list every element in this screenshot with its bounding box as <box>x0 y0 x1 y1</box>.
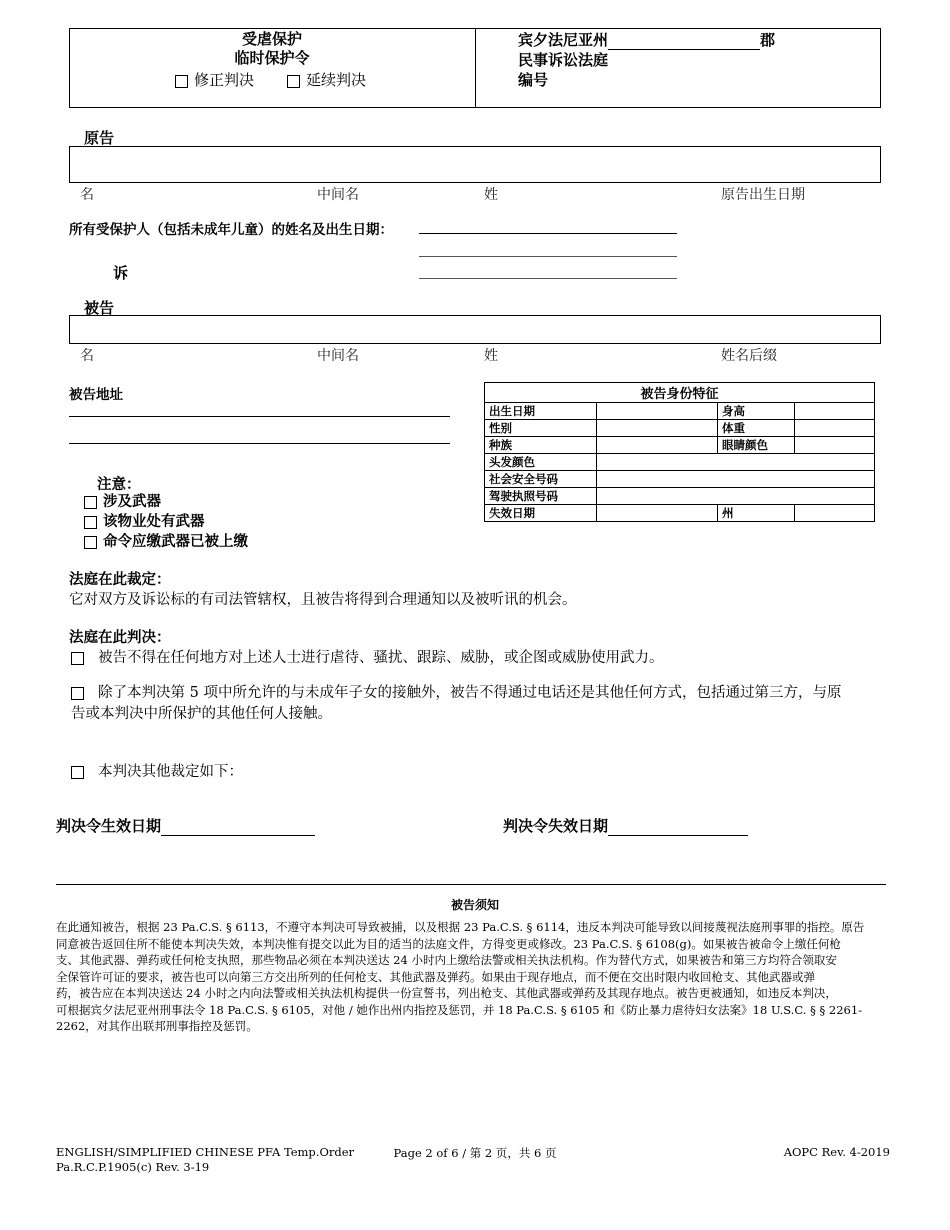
court-name: 民事诉讼法庭 <box>518 51 609 69</box>
caution-item-weapons[interactable]: 涉及武器 <box>84 492 248 512</box>
race-label: 种族 <box>485 437 597 454</box>
defendant-address-line-2[interactable] <box>69 443 450 444</box>
sex-label: 性别 <box>485 420 597 437</box>
plaintiff-middle-label: 中间名 <box>317 187 359 203</box>
defendant-first-label: 名 <box>80 348 94 364</box>
eye-color-value[interactable] <box>795 437 875 454</box>
notice-body <box>56 919 896 1035</box>
defendant-suffix-label: 姓名后缀 <box>721 348 777 364</box>
footer-form-name: ENGLISH/SIMPLIFIED CHINESE PFA Temp.Order <box>56 1145 355 1159</box>
caption-divider <box>475 29 476 107</box>
hair-color-value[interactable] <box>597 454 875 471</box>
notice-line-7: 2262，对其作出联邦刑事指控及惩罚。 <box>56 1019 258 1033</box>
defendant-heading: 被告 <box>84 299 115 317</box>
id-table-title: 被告身份特征 <box>485 383 875 403</box>
county-line: 宾夕法尼亚州 郡 <box>518 31 776 49</box>
ssn-label: 社会安全号码 <box>485 471 597 488</box>
effective-date: 判决令生效日期 <box>56 815 315 836</box>
order-2-checkbox[interactable] <box>71 687 84 700</box>
protected-persons-field-1[interactable] <box>419 233 677 234</box>
license-label: 驾驶执照号码 <box>485 488 597 505</box>
state-value[interactable] <box>795 505 875 522</box>
notice-line-2: 同意被告返回住所不能使本判决失效，本判决惟有提交以此为目的适当的法庭文件，方得变更或修改。23 Pa.C.S. § 6108(g)。如果被告被命令上缴任何枪 <box>56 936 841 951</box>
order-item-3[interactable]: 本判决其他裁定如下： <box>71 760 243 781</box>
plaintiff-dob-label: 原告出生日期 <box>721 187 805 203</box>
plaintiff-first-label: 名 <box>80 187 94 203</box>
plaintiff-name-field[interactable] <box>69 146 881 183</box>
defendant-name-field[interactable] <box>69 315 881 344</box>
protected-persons-field-3[interactable] <box>419 278 677 279</box>
docket-label: 编号 <box>518 71 549 89</box>
protected-persons-label: 所有受保护人（包括未成年儿童）的姓名及出生日期： <box>69 222 393 238</box>
footer-rule: Pa.R.C.P.1905(c) Rev. 3-19 <box>56 1160 210 1174</box>
defendant-last-label: 姓 <box>484 348 498 364</box>
continued-option[interactable] <box>287 69 366 90</box>
caution-item-weapons-surrendered[interactable]: 命令应缴武器已被上缴 <box>84 532 248 552</box>
weapons-surrendered-checkbox[interactable] <box>84 536 97 549</box>
caption-title-line1: 受虐保护 <box>241 30 302 48</box>
expiration-date-field[interactable] <box>608 819 748 836</box>
plaintiff-heading: 原告 <box>84 129 115 147</box>
ssn-value[interactable] <box>597 471 875 488</box>
caption-title <box>69 30 475 68</box>
notice-title: 被告须知 <box>450 898 499 912</box>
weapons-checkbox[interactable] <box>84 496 97 509</box>
expiration-label: 失效日期 <box>485 505 597 522</box>
notice-line-4: 全保管许可证的要求，被告也可以向第三方交出所列的任何枪支、其他武器及弹药。如果由于现存地点，而不便在交出时限内收回枪支、其他武器或弹 <box>56 969 815 984</box>
caution-heading: 注意： <box>97 476 141 493</box>
notice-line-6: 可根据宾夕法尼亚州刑事法令 18 Pa.C.S. § 6105，对他 / 她作出州内指控及惩罚，并 18 Pa.C.S. § 6105 和《防止暴力虐待妇女法案》18 U.S.C. § § 2261- <box>56 1002 863 1017</box>
weapons-at-property-checkbox[interactable] <box>84 516 97 529</box>
notice-divider <box>56 884 886 885</box>
order-3-checkbox[interactable] <box>71 766 84 779</box>
footer-page-number: Page 2 of 6 / 第 2 页，共 6 页 <box>393 1146 557 1160</box>
weight-value[interactable] <box>795 420 875 437</box>
findings-heading: 法庭在此裁定： <box>69 571 171 588</box>
plaintiff-last-label: 姓 <box>484 187 498 203</box>
continued-label: 延续判决 <box>306 71 367 89</box>
order-item-1[interactable]: 被告不得在任何地方对上述人士进行虐待、骚扰、跟踪、威胁，或企图或威胁使用武力。 <box>71 646 664 667</box>
expiration-value[interactable] <box>597 505 718 522</box>
defendant-middle-label: 中间名 <box>317 348 359 364</box>
amended-checkbox[interactable] <box>175 75 188 88</box>
protected-persons-field-2[interactable] <box>419 256 677 257</box>
caution-list <box>84 492 248 552</box>
amended-option[interactable] <box>175 69 254 90</box>
height-value[interactable] <box>795 403 875 420</box>
effective-date-field[interactable] <box>161 819 315 836</box>
weight-label: 体重 <box>718 420 795 437</box>
order-1-checkbox[interactable] <box>71 652 84 665</box>
continued-checkbox[interactable] <box>287 75 300 88</box>
eye-color-label: 眼睛颜色 <box>718 437 795 454</box>
findings-text: 它对双方及诉讼标的有司法管辖权，且被告将得到合理通知以及被听讯的机会。 <box>69 592 577 608</box>
notice-line-5: 药，被告应在本判决送达 24 小时之内向法警或相关执法机构提供一份宣誓书，列出枪支、其他武器或弹药及其现存地点。被告更被通知，如违反本判决， <box>56 986 837 1000</box>
footer-revision: AOPC Rev. 4-2019 <box>783 1145 890 1159</box>
expiration-date: 判决令失效日期 <box>503 815 748 836</box>
height-label: 身高 <box>718 403 795 420</box>
birth-date-value[interactable] <box>597 403 718 420</box>
court-info <box>518 30 775 90</box>
caution-item-weapons-at-property[interactable]: 该物业处有武器 <box>84 512 248 532</box>
state-label: 州 <box>718 505 795 522</box>
defendant-id-table <box>484 382 875 522</box>
amended-label: 修正判决 <box>194 71 255 89</box>
hair-color-label: 头发颜色 <box>485 454 597 471</box>
caption-title-line2: 临时保护令 <box>234 49 310 67</box>
notice-line-1: 在此通知被告，根据 23 Pa.C.S. § 6113，不遵守本判决可导致被捕，以及根据 23 Pa.C.S. § 6114，违反本判决可能导致以间接蔑视法庭刑事罪的指控。原告 <box>56 920 865 934</box>
birth-date-label: 出生日期 <box>485 403 597 420</box>
sex-value[interactable] <box>597 420 718 437</box>
defendant-address-line-1[interactable] <box>69 416 450 417</box>
county-field[interactable] <box>608 33 760 50</box>
versus-label: 诉 <box>113 264 129 282</box>
license-value[interactable] <box>597 488 875 505</box>
order-item-2[interactable]: 除了本判决第 5 项中所允许的与未成年子女的接触外，被告不得通过电话还是其他任何方式，包括通过第三方，与原 告或本判决中所保护的其他任何人接触。 <box>71 685 842 722</box>
defendant-address-label: 被告地址 <box>69 387 123 403</box>
orders-heading: 法庭在此判决： <box>69 629 171 646</box>
notice-line-3: 支、其他武器、弹药或任何枪支执照，那些物品必须在本判决送达 24 小时内上缴给法警或相关执法机构。作为替代方式，如果被告和第三方均符合领取安 <box>56 953 837 967</box>
race-value[interactable] <box>597 437 718 454</box>
